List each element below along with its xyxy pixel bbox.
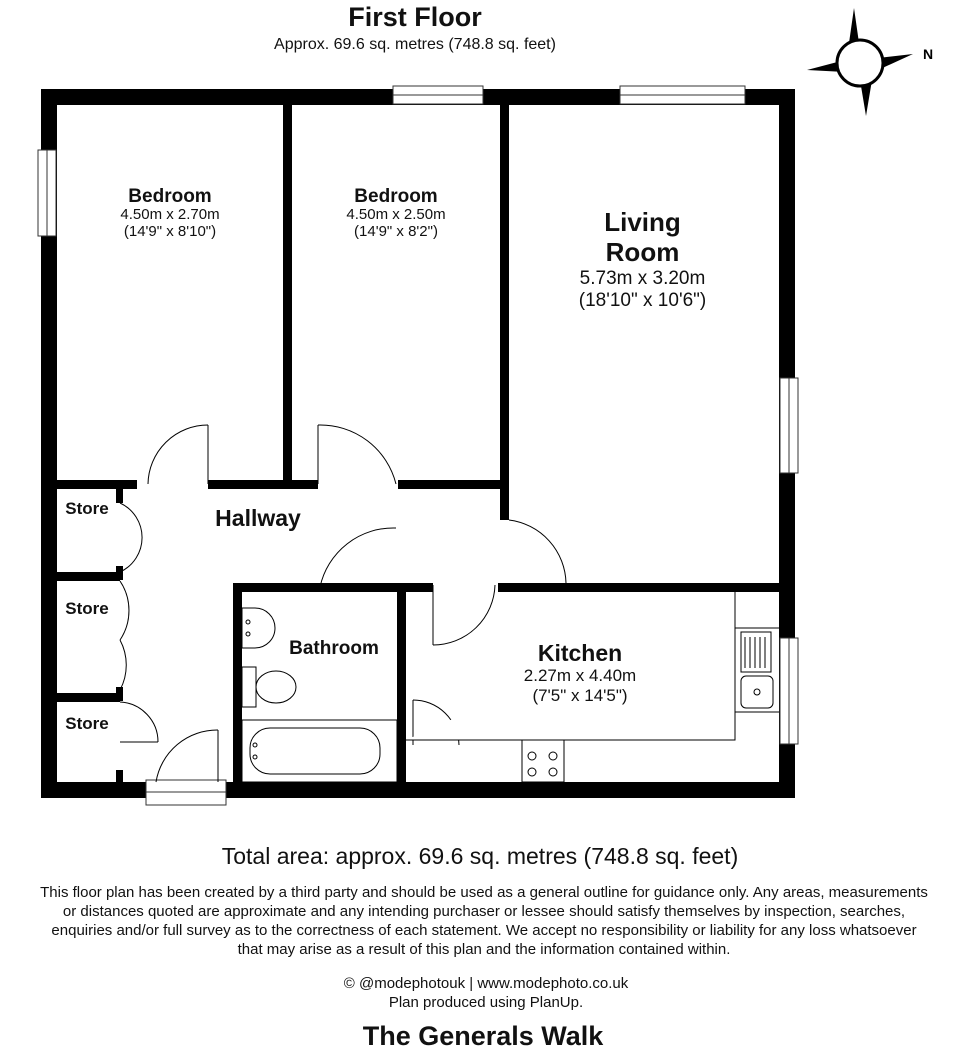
disclaimer-line: or distances quoted are approximate and any intending purchaser or lessee should satisfy themselves by inspection, searches, xyxy=(62,903,906,920)
room-kitchen xyxy=(475,640,685,706)
room-living-room-metric: 5.73m x 3.20m xyxy=(579,267,706,289)
total-area: Total area: approx. 69.6 sq. metres (748.8 sq. feet) xyxy=(221,843,739,869)
credit-line: © @modephotouk | www.modephoto.co.uk xyxy=(343,975,629,992)
room-living-room-name-line1: Living xyxy=(604,207,681,237)
room-kitchen-name: Kitchen xyxy=(537,640,623,666)
room-kitchen-metric: 2.27m x 4.40m xyxy=(523,666,637,686)
room-bedroom-2-imperial: (14'9" x 8'2") xyxy=(354,223,438,241)
room-bathroom-name: Bathroom xyxy=(289,638,379,659)
room-living-room-name-line2: Room xyxy=(605,236,680,267)
disclaimer-line: that may arise as a result of this plan and the information contained within. xyxy=(237,941,731,958)
room-store-3-name: Store xyxy=(65,714,109,733)
disclaimer-line: enquiries and/or full survey as to the correctness of each statement. We accept no responsibility or liability for any loss whatsoever xyxy=(51,922,917,939)
produced-by: Plan produced using PlanUp. xyxy=(388,994,584,1011)
hob-icon xyxy=(522,740,564,782)
property-name: The Generals Walk xyxy=(362,1021,604,1051)
disclaimer-line: This floor plan has been created by a third party and should be used as a general outline for guidance only. Any areas, measurements xyxy=(40,884,928,901)
toilet-icon xyxy=(256,671,296,703)
north-compass-icon xyxy=(807,8,933,116)
room-bedroom-1-name: Bedroom xyxy=(128,186,212,207)
room-bedroom-2 xyxy=(296,186,496,241)
wash-basin-icon xyxy=(242,608,275,648)
room-bedroom-2-metric: 4.50m x 2.50m xyxy=(346,206,446,224)
room-bedroom-2-name: Bedroom xyxy=(354,186,438,207)
room-bedroom-1-metric: 4.50m x 2.70m xyxy=(120,206,220,224)
kitchen-sink-icon xyxy=(741,632,773,708)
room-store-2-name: Store xyxy=(65,599,109,618)
compass-direction-label: N xyxy=(922,46,934,62)
room-kitchen-imperial: (7'5" x 14'5") xyxy=(532,685,628,705)
room-hallway-name: Hallway xyxy=(215,505,301,531)
room-living-room-imperial: (18'10" x 10'6") xyxy=(578,289,707,311)
room-bedroom-1-imperial: (14'9" x 8'10") xyxy=(123,223,217,241)
plan-subtitle: Approx. 69.6 sq. metres (748.8 sq. feet) xyxy=(274,36,556,53)
room-store-1-name: Store xyxy=(65,499,109,518)
toilet-cistern-icon xyxy=(242,667,256,707)
plan-title: First Floor xyxy=(348,2,482,32)
room-bedroom-1 xyxy=(70,186,270,241)
room-living-room xyxy=(530,208,755,311)
disclaimer xyxy=(0,883,968,959)
